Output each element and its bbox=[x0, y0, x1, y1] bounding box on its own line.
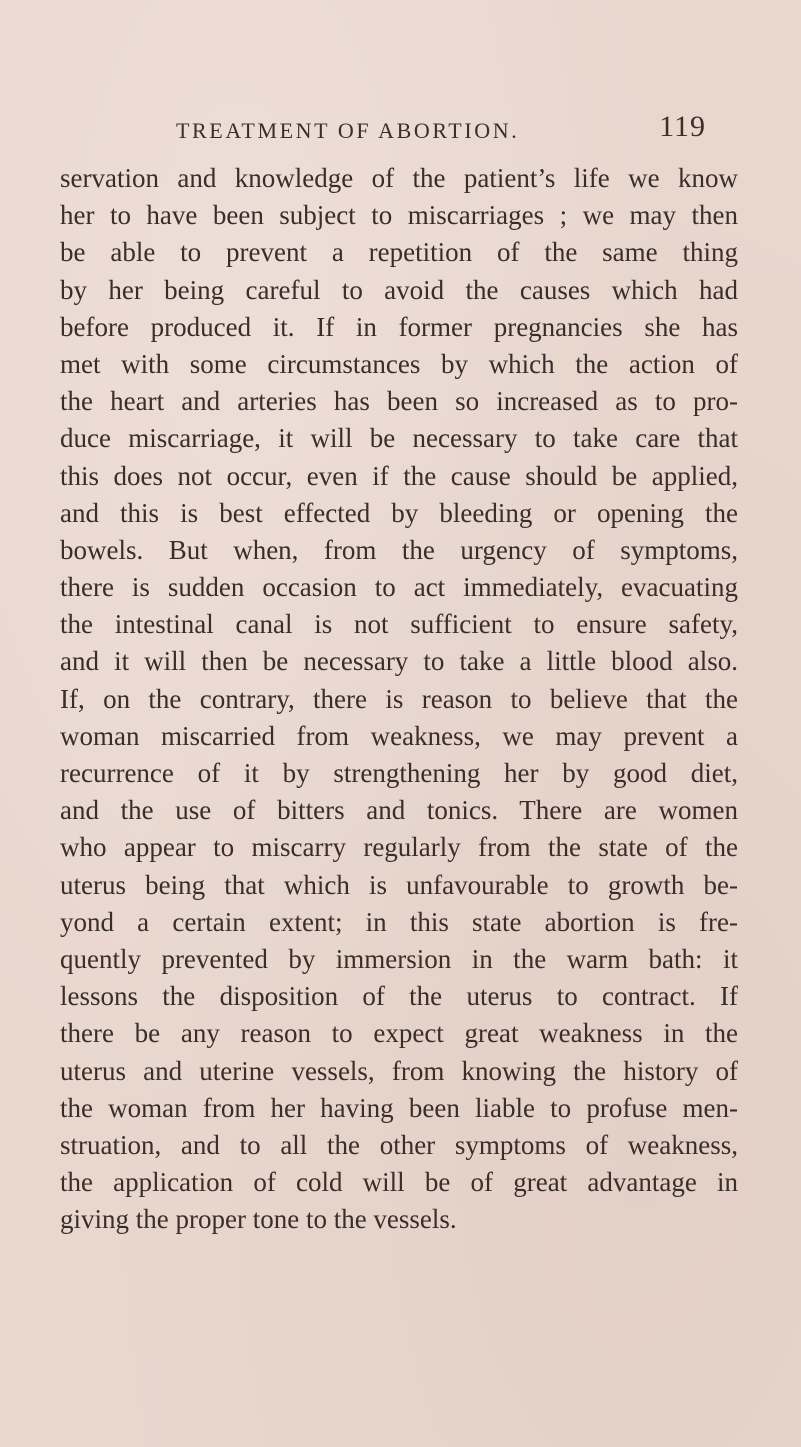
text-line: before produced it. If in former pregnancies she has bbox=[60, 311, 738, 342]
text-line: lessons the disposition of the uterus to contract. If bbox=[60, 981, 738, 1012]
text-line: servation and knowledge of the patient’s life we know bbox=[60, 163, 738, 193]
text-line: bowels. But when, from the urgency of symptoms, bbox=[60, 534, 738, 565]
text-line: the heart and arteries has been so increased as to pro- bbox=[60, 386, 738, 417]
text-line: the woman from her having been liable to profuse men- bbox=[60, 1092, 738, 1123]
text-line: there be any reason to expect great weakness in the bbox=[60, 1018, 738, 1049]
text-line: uterus being that which is unfavourable to growth be- bbox=[60, 869, 738, 900]
text-line: who appear to miscarry regularly from the state of the bbox=[60, 832, 738, 863]
text-line: and it will then be necessary to take a little blood also. bbox=[60, 646, 738, 677]
text-line: yond a certain extent; in this state abortion is fre- bbox=[60, 906, 738, 937]
text-line-last: giving the proper tone to the vessels. bbox=[60, 1204, 457, 1235]
text-line: and this is best effected by bleeding or opening the bbox=[60, 497, 738, 528]
text-line: her to have been subject to miscarriages ; we may then bbox=[60, 200, 738, 231]
body-text bbox=[60, 160, 738, 1238]
text-line: duce miscarriage, it will be necessary to take care that bbox=[60, 423, 738, 454]
text-line: by her being careful to avoid the causes which had bbox=[60, 274, 738, 305]
running-head bbox=[176, 110, 706, 154]
text-line: the application of cold will be of great advantage in bbox=[60, 1167, 738, 1198]
text-line: uterus and uterine vessels, from knowing the history of bbox=[60, 1055, 738, 1086]
text-line: recurrence of it by strengthening her by good diet, bbox=[60, 758, 738, 788]
text-line: this does not occur, even if the cause should be applied, bbox=[60, 460, 738, 491]
text-line: be able to prevent a repetition of the same thing bbox=[60, 237, 738, 268]
running-title: TREATMENT OF ABORTION. bbox=[176, 118, 520, 143]
text-line: woman miscarried from weakness, we may prevent a bbox=[60, 720, 738, 751]
page-number: 119 bbox=[659, 110, 706, 143]
text-line: met with some circumstances by which the action of bbox=[60, 348, 738, 379]
text-line: struation, and to all the other symptoms of weakness, bbox=[60, 1129, 738, 1160]
text-line: quently prevented by immersion in the warm bath: it bbox=[60, 943, 738, 974]
text-line: there is sudden occasion to act immediately, evacuating bbox=[60, 572, 738, 603]
text-line: If, on the contrary, there is reason to believe that the bbox=[60, 683, 738, 714]
text-line: the intestinal canal is not sufficient to ensure safety, bbox=[60, 609, 738, 640]
text-line: and the use of bitters and tonics. There are women bbox=[60, 795, 738, 826]
